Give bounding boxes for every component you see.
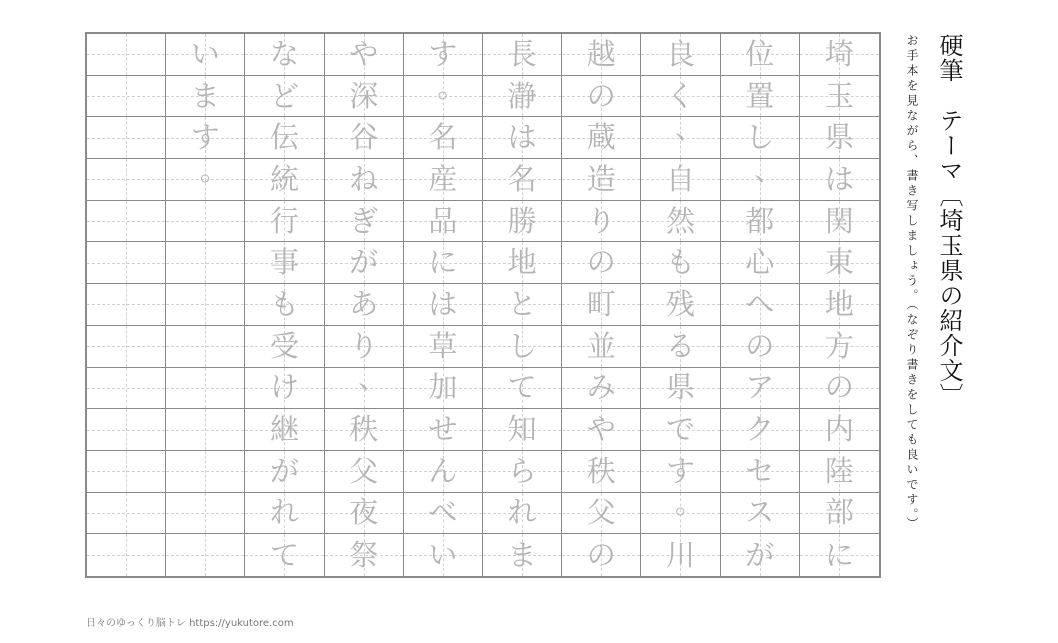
- tracing-character: い: [428, 537, 458, 572]
- grid-cell: [483, 493, 562, 535]
- instruction-text: お手本を見ながら、書き写しましょう。（なぞり書きをしても良いです。）: [905, 34, 919, 532]
- tracing-character: り: [586, 203, 616, 238]
- grid-cell: [721, 201, 800, 243]
- grid-cell: [325, 117, 404, 159]
- grid-cell: [166, 284, 245, 326]
- tracing-character: も: [665, 245, 695, 280]
- tracing-character: 統: [269, 161, 299, 196]
- tracing-character: セ: [745, 453, 775, 488]
- grid-cell: [87, 534, 166, 576]
- tracing-character: て: [507, 370, 537, 405]
- grid-cell: [800, 534, 879, 576]
- tracing-character: 谷: [349, 120, 379, 155]
- tracing-character: 県: [665, 370, 695, 405]
- tracing-character: 行: [269, 203, 299, 238]
- tracing-character: 県: [824, 120, 854, 155]
- tracing-character: の: [745, 328, 775, 363]
- footer-credit: 日々のゆっくり脳トレ https://yukutore.com: [86, 618, 294, 629]
- tracing-character: な: [269, 36, 299, 71]
- grid-cell: [483, 76, 562, 118]
- grid-cell: [721, 368, 800, 410]
- grid-cell: [404, 493, 483, 535]
- grid-cell: [87, 409, 166, 451]
- tracing-character: い: [190, 36, 220, 71]
- tracing-character: ス: [745, 495, 775, 530]
- tracing-character: み: [586, 370, 616, 405]
- grid-cell: [800, 409, 879, 451]
- grid-cell: [483, 368, 562, 410]
- tracing-character: 名: [428, 120, 458, 155]
- grid-cell: [166, 326, 245, 368]
- tracing-character: る: [665, 328, 695, 363]
- grid-cell: [245, 493, 324, 535]
- grid-cell: [562, 451, 641, 493]
- tracing-character: 埼: [824, 36, 854, 71]
- tracing-character: 産: [428, 161, 458, 196]
- page-title: 硬筆 テーマ〔埼玉県の紹介文〕: [935, 33, 963, 408]
- tracing-character: が: [745, 537, 775, 572]
- tracing-character: 秩: [349, 412, 379, 447]
- tracing-character: 瀞: [507, 78, 537, 113]
- grid-cell: [483, 159, 562, 201]
- tracing-character: ま: [190, 78, 220, 113]
- tracing-character: 越: [586, 36, 616, 71]
- grid-cell: [404, 117, 483, 159]
- grid-cell: [245, 284, 324, 326]
- tracing-character: 蔵: [586, 120, 616, 155]
- grid-cell: [562, 159, 641, 201]
- grid-cell: [166, 242, 245, 284]
- tracing-character: 夜: [349, 495, 379, 530]
- grid-cell: [562, 284, 641, 326]
- tracing-character: ク: [745, 412, 775, 447]
- tracing-character: 、: [674, 111, 704, 146]
- tracing-character: 。: [199, 152, 229, 187]
- tracing-character: 方: [824, 328, 854, 363]
- grid-cell: [166, 451, 245, 493]
- tracing-character: に: [428, 245, 458, 280]
- grid-cell: [87, 34, 166, 76]
- grid-cell: [562, 34, 641, 76]
- grid-cell: [800, 326, 879, 368]
- grid-cell: [721, 76, 800, 118]
- tracing-character: 造: [586, 161, 616, 196]
- tracing-character: す: [190, 120, 220, 155]
- grid-cell: [641, 34, 720, 76]
- tracing-character: 。: [437, 69, 467, 104]
- grid-cell: [404, 451, 483, 493]
- tracing-character: は: [824, 161, 854, 196]
- tracing-character: 部: [824, 495, 854, 530]
- tracing-character: も: [269, 286, 299, 321]
- grid-cell: [166, 368, 245, 410]
- tracing-character: ら: [507, 453, 537, 488]
- grid-cell: [87, 368, 166, 410]
- grid-cell: [325, 534, 404, 576]
- grid-cell: [245, 451, 324, 493]
- grid-cell: [404, 326, 483, 368]
- grid-cell: [325, 409, 404, 451]
- tracing-character: が: [349, 245, 379, 280]
- grid-cell: [483, 409, 562, 451]
- grid-cell: [483, 201, 562, 243]
- tracing-character: の: [586, 537, 616, 572]
- grid-cell: [483, 326, 562, 368]
- tracing-character: 父: [586, 495, 616, 530]
- grid-cell: [721, 451, 800, 493]
- grid-cell: [562, 326, 641, 368]
- grid-cell: [87, 76, 166, 118]
- grid-cell: [721, 152, 800, 201]
- tracing-character: 地: [824, 286, 854, 321]
- tracing-character: 知: [507, 412, 537, 447]
- tracing-character: 加: [428, 370, 458, 405]
- tracing-character: や: [349, 36, 379, 71]
- tracing-character: く: [665, 78, 695, 113]
- grid-cell: [641, 201, 720, 243]
- tracing-character: け: [269, 370, 299, 405]
- tracing-character: 父: [349, 453, 379, 488]
- tracing-character: あ: [349, 286, 379, 321]
- grid-cell: [245, 117, 324, 159]
- grid-cell: [404, 368, 483, 410]
- grid-cell: [562, 117, 641, 159]
- grid-cell: [245, 201, 324, 243]
- tracing-character: 玉: [824, 78, 854, 113]
- tracing-character: し: [745, 120, 775, 155]
- grid-cell: [721, 242, 800, 284]
- tracing-character: て: [269, 537, 299, 572]
- grid-cell: [404, 69, 483, 118]
- tracing-character: 伝: [269, 120, 299, 155]
- tracing-character: で: [665, 412, 695, 447]
- tracing-character: 位: [745, 36, 775, 71]
- grid-cell: [721, 534, 800, 576]
- tracing-character: 然: [665, 203, 695, 238]
- grid-cell: [325, 284, 404, 326]
- grid-cell: [562, 368, 641, 410]
- tracing-character: の: [586, 245, 616, 280]
- tracing-character: に: [824, 537, 854, 572]
- grid-cell: [404, 409, 483, 451]
- grid-cell: [166, 152, 245, 201]
- grid-cell: [483, 284, 562, 326]
- grid-cell: [166, 493, 245, 535]
- grid-cell: [325, 493, 404, 535]
- tracing-character: の: [824, 370, 854, 405]
- tracing-character: 都: [745, 203, 775, 238]
- grid-cell: [404, 159, 483, 201]
- grid-cell: [721, 326, 800, 368]
- grid-cell: [87, 159, 166, 201]
- grid-cell: [245, 368, 324, 410]
- grid-cell: [800, 159, 879, 201]
- grid-cell: [641, 159, 720, 201]
- tracing-character: 陸: [824, 453, 854, 488]
- grid-cell: [641, 409, 720, 451]
- tracing-character: り: [349, 328, 379, 363]
- tracing-character: ぎ: [349, 203, 379, 238]
- grid-cell: [325, 34, 404, 76]
- tracing-character: べ: [428, 495, 458, 530]
- tracing-character: ね: [349, 161, 379, 196]
- tracing-character: へ: [745, 286, 775, 321]
- grid-cell: [641, 326, 720, 368]
- grid-cell: [166, 201, 245, 243]
- grid-cell: [245, 76, 324, 118]
- grid-cell: [404, 242, 483, 284]
- tracing-character: す: [428, 36, 458, 71]
- grid-cell: [800, 76, 879, 118]
- tracing-character: が: [269, 453, 299, 488]
- grid-cell: [641, 486, 720, 535]
- tracing-character: 東: [824, 245, 854, 280]
- grid-cell: [166, 34, 245, 76]
- grid-cell: [166, 534, 245, 576]
- tracing-character: ア: [745, 370, 775, 405]
- tracing-character: の: [586, 78, 616, 113]
- grid-cell: [245, 534, 324, 576]
- grid-cell: [245, 34, 324, 76]
- tracing-character: す: [665, 453, 695, 488]
- grid-cell: [245, 326, 324, 368]
- grid-cell: [325, 451, 404, 493]
- tracing-character: 並: [586, 328, 616, 363]
- tracing-character: 関: [824, 203, 854, 238]
- tracing-character: 良: [665, 36, 695, 71]
- tracing-character: 置: [745, 78, 775, 113]
- grid-cell: [87, 493, 166, 535]
- grid-cell: [562, 201, 641, 243]
- grid-cell: [721, 284, 800, 326]
- grid-cell: [245, 409, 324, 451]
- grid-cell: [87, 201, 166, 243]
- grid-cell: [245, 159, 324, 201]
- grid-cell: [562, 409, 641, 451]
- grid-cell: [483, 117, 562, 159]
- tracing-character: や: [586, 412, 616, 447]
- tracing-character: ん: [428, 453, 458, 488]
- tracing-character: 町: [586, 286, 616, 321]
- tracing-character: 地: [507, 245, 537, 280]
- tracing-character: 草: [428, 328, 458, 363]
- tracing-character: 川: [665, 537, 695, 572]
- tracing-character: 継: [269, 412, 299, 447]
- tracing-character: ど: [269, 78, 299, 113]
- tracing-character: 祭: [349, 537, 379, 572]
- tracing-character: 深: [349, 78, 379, 113]
- tracing-character: 内: [824, 412, 854, 447]
- tracing-character: 長: [507, 36, 537, 71]
- grid-cell: [800, 242, 879, 284]
- grid-cell: [166, 409, 245, 451]
- grid-cell: [800, 34, 879, 76]
- tracing-character: 自: [665, 161, 695, 196]
- grid-cell: [325, 201, 404, 243]
- grid-cell: [325, 242, 404, 284]
- grid-cell: [87, 242, 166, 284]
- grid-cell: [641, 534, 720, 576]
- tracing-character: せ: [428, 412, 458, 447]
- grid-cell: [800, 451, 879, 493]
- tracing-character: 名: [507, 161, 537, 196]
- tracing-character: は: [428, 286, 458, 321]
- grid-cell: [483, 534, 562, 576]
- grid-cell: [800, 284, 879, 326]
- grid-cell: [404, 201, 483, 243]
- grid-cell: [800, 117, 879, 159]
- grid-cell: [404, 284, 483, 326]
- grid-cell: [641, 111, 720, 159]
- tracing-character: 事: [269, 245, 299, 280]
- grid-cell: [87, 117, 166, 159]
- tracing-character: 、: [754, 152, 784, 187]
- grid-cell: [325, 159, 404, 201]
- tracing-character: 。: [674, 486, 704, 521]
- grid-cell: [721, 409, 800, 451]
- grid-cell: [641, 368, 720, 410]
- tracing-character: ま: [507, 537, 537, 572]
- tracing-character: 秩: [586, 453, 616, 488]
- grid-cell: [641, 284, 720, 326]
- grid-cell: [404, 534, 483, 576]
- tracing-character: 心: [745, 245, 775, 280]
- grid-cell: [800, 201, 879, 243]
- grid-cell: [721, 34, 800, 76]
- writing-grid: [85, 32, 881, 578]
- tracing-character: 残: [665, 286, 695, 321]
- grid-cell: [562, 493, 641, 535]
- grid-cell: [483, 242, 562, 284]
- grid-cell: [562, 76, 641, 118]
- grid-cell: [562, 534, 641, 576]
- grid-cell: [483, 34, 562, 76]
- tracing-character: 勝: [507, 203, 537, 238]
- grid-cell: [325, 76, 404, 118]
- grid-cell: [800, 493, 879, 535]
- grid-cell: [483, 451, 562, 493]
- grid-cell: [166, 76, 245, 118]
- tracing-character: 受: [269, 328, 299, 363]
- tracing-character: れ: [507, 495, 537, 530]
- tracing-character: 品: [428, 203, 458, 238]
- tracing-character: し: [507, 328, 537, 363]
- grid-cell: [721, 493, 800, 535]
- tracing-character: は: [507, 120, 537, 155]
- grid-cell: [87, 284, 166, 326]
- grid-cell: [87, 326, 166, 368]
- grid-cell: [245, 242, 324, 284]
- grid-cell: [87, 451, 166, 493]
- grid-cell: [325, 361, 404, 410]
- tracing-character: れ: [269, 495, 299, 530]
- tracing-character: と: [507, 286, 537, 321]
- tracing-character: 、: [358, 361, 388, 396]
- grid-cell: [641, 242, 720, 284]
- grid-cell: [562, 242, 641, 284]
- grid-cell: [800, 368, 879, 410]
